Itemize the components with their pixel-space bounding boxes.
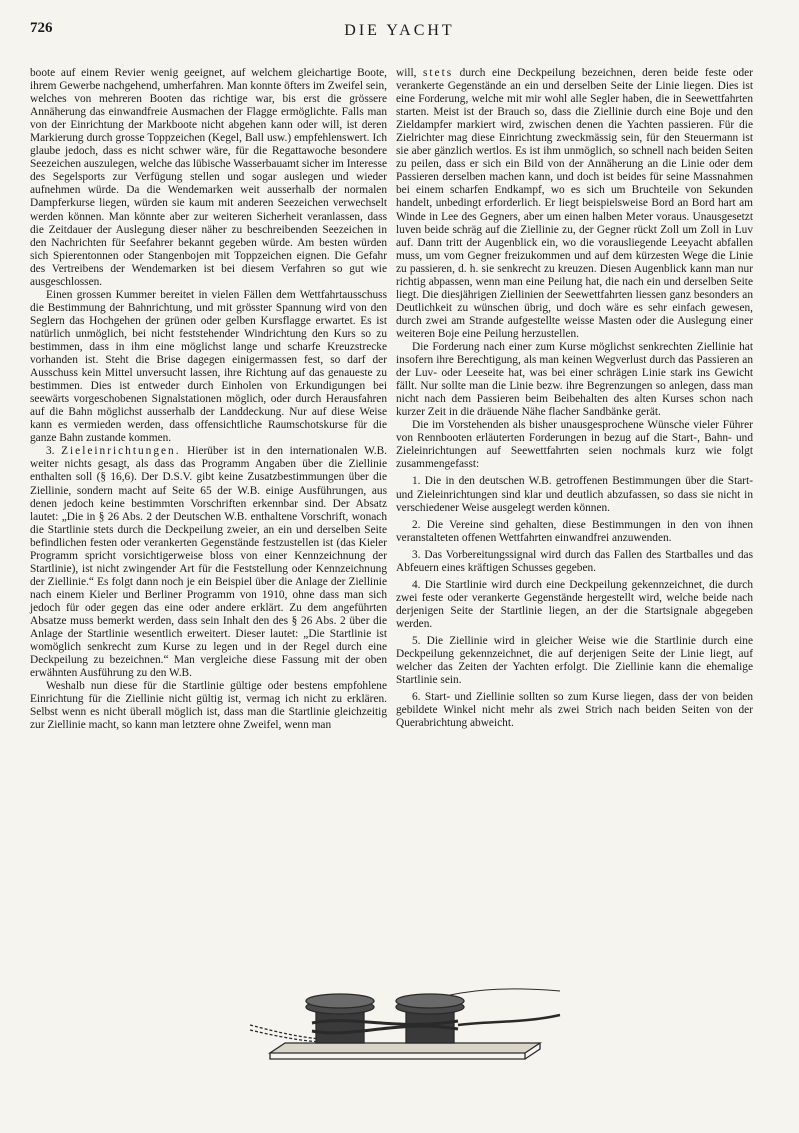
left-column [30,67,387,732]
right-column [396,67,753,730]
emphasis: stets [422,67,454,79]
list-item: 5. Die Ziellinie wird in gleicher Weise wie die Startlinie durch eine Deckpeilung gekennzeichnet, die auf derjenigen Seite der Linie liegt, auf welcher das Zeiten der Yachten erfolgt. Die Ziellinie kann die ehemalige Startlinie sein. [396,634,753,687]
list-item: 6. Start- und Ziellinie sollten so zum Kurse liegen, dass der von beiden gebildete Winkel nicht mehr als zwei Strich nach beiden Seiten von der Querabrichtung abweicht. [396,691,753,730]
bollard-with-rope-icon [240,975,570,1065]
list-item: 3. Das Vorbereitungssignal wird durch das Fallen des Startballes und das Abfeuern eines kräftigen Schusses gegeben. [396,548,753,574]
page-number: 726 [30,20,53,36]
paragraph: Die Forderung nach einer zum Kurse möglichst senkrechten Ziellinie hat insofern ihre Berechtigung, als man keinen Wegverlust durch das Passieren an der Luv- oder Leeseite hat, was bei einer schrägen Linie stark ins Gewicht fällt. Nur sollte man die Linie bezw. ihre Begrenzungen so anlegen, dass man nicht nach dem Passieren beim Beibehalten des alten Kurses schon nach kurzer Zeit in die dräuende Nähe flacher Sandbänke gerät. [396,340,753,419]
paragraph [396,67,753,341]
paragraph: Die im Vorstehenden als bisher unausgesprochene Wünsche vieler Führer von Rennbooten erläuterten Forderungen in bezug auf die Start-, Bahn- und Zieleinrichtungen auf Seewettfahrten seien nochmals kurz wie folgt zusammengefasst: [396,419,753,471]
section-heading: Zieleinrichtungen. [61,445,181,458]
paragraph [30,445,387,680]
list-item: 1. Die in den deutschen W.B. getroffenen Bestimmungen über die Start- und Zieleinrichtungen sind klar und deutlich abzufassen, so dass sie nicht in verschiedener Weise ausgelegt werden können. [396,475,753,514]
section-number: 3. [46,445,55,458]
paragraph-text: Hierüber ist in den internationalen W.B. weiter nichts gesagt, als dass das Programm Angaben über die Ziellinie enthalten soll (§ 16,6). Der D.S.V. gibt keine Zusatzbestimmungen über die Ziellinie, sondern macht auf Seite 65 der W.B. einige Ausführungen, aus denen jedoch keine bestimmten Vorschriften erkennbar sind. Der Absatz lautet: „Die in § 26 Abs. 2 der Deutschen W.B. enthaltene Vorschrift, wonach die Startlinie stets durch die Deckpeilung zweier, an ein und derselben Seite befindlichen festen oder verankerten Gegenstände festzustellen ist (das Kieler Programm spricht vorsichtigerweise bloss von einer Kennzeichnung der Startlinie), ist nicht zwingender Art für die Feststellung oder Kennzeichnung der Ziellinie.“ Es folgt dann noch je ein Beispiel über die Anlage der Ziellinie nach einem Kieler und Berliner Programm von 1910, ohne dass man sich jedoch für oder gegen das eine oder andere erklärt. Zu dem angeführten Absatze muss bemerkt werden, dass sein Inhalt den des § 26 Abs. 2 über die Anlage der Startlinie wesentlich erweitert. Dieser lautet: „Die Startlinie ist womöglich senkrecht zum Kurse zu legen und in der Regel durch eine Deckpeilung zu bezeichnen.“ Man vergleiche diese Fassung mit der oben erwähnten Ausführung zu den W.B. [30,445,387,680]
paragraph-text: durch eine Deckpeilung bezeichnen, deren beide feste oder verankerte Gegenstände an ein und derselben Seite der Linie liegen. Dies ist eine Forderung, welche mit mir wohl alle Segler haben, die in Seewettfahrten starten. Meist ist der Brauch so, dass die Ziellinie durch eine Boje und den Zieldampfer markiert wird, zwischen denen die Yachten passieren. Für die Zielrichter mag diese Einrichtung zweckmässig sein, für den Steuermann ist sie aber gänzlich wertlos. Es ist ihm unmöglich, so schnell nach beiden Seiten zu peilen, dass er sich ein Bild von der Annäherung an die Linie oder dem Passieren derselben machen kann, und doch ist beides für seine Massnahmen bei einem scharfen Endkampf, wo es sich um Bruchteile von Sekunden handelt, unbedingt erforderlich. Er liegt beispielsweise Bord an Bord hart am Winde in Lee des Gegners, aber um einen halben Meter voraus. Unausgesetzt luven beide schräg auf die Ziellinie zu, der Gegner rückt Zoll um Zoll in Luv auf. Dann tritt der Augenblick ein, wo die vorausliegende Leeyacht abfallen muss, um vom Gegner freizukommen und auf dem kürzesten Wege die Linie zu passieren, d. h. sie senkrecht zu kreuzen. Diesen Augenblick kann man nur richtig abpassen, wenn man eine Peilung hat, die nach ein und derselben Seite liegt. Die diesjährigen Ziellinien der Seewettfahrten liessen ganz besonders an Deutlichkeit zu wünschen übrig, und doch wäre es sehr einfach gewesen, durch zwei am Strande aufgestellte weisse Masten oder die Auslegung einer weiteren Boje eine Peilung herzustellen. [396,67,753,340]
paragraph: boote auf einem Revier wenig geeignet, auf welchem gleichartige Boote, ihrem Gewerbe nachgehend, umherfahren. Man konnte öfters im Zweifel sein, welches von mehreren Booten das richtige war, bis erst die grössere Annäherung das einwandfreie Ausmachen der Flagge ermöglichte. Falls man von der Einrichtung der Markboote nicht abgehen kann oder will, ist deren Markierung durch grosse Toppzeichen (Kegel, Ball usw.) empfehlenswert. Ich glaube jedoch, dass es nicht schwer wäre, für die Regattawoche besondere Seezeichen auszulegen, welche das lübische Wasserbauamt sicher im Interesse des Segelsports zur Verfügung stellen und sogar auslegen und wieder aufnehmen würde. Da die Wendemarken weit ausserhalb der normalen Dampferkurse liegen, würden sie kaum mit anderen Seezeichen verwechselt werden können. Man könnte aber zur weiteren Sicherheit veranlassen, dass die Zeitdauer der Auslegung dieser näher zu beschreibenden Seezeichen in den Nachrichten für Seefahrer bekannt gegeben würde. Am besten würden sich Spierentonnen oder Stangenbojen mit Toppzeichen eignen. Die Gefahr des Vertreibens der Wendemarken ist bei diesem Verfahren so gut wie ausgeschlossen. [30,67,388,288]
paragraph: Einen grossen Kummer bereitet in vielen Fällen dem Wettfahrtausschuss die Bestimmung der Bahnrichtung, und mit grösster Spannung wird von den Seglern das Hochgehen der grünen oder gelben Kursflagge erwartet. Es ist natürlich unmöglich, bei nicht feststehender Windrichtung den Kurs so zu bestimmen, dass in ihm eine möglichst lange und scharfe Kreuzstrecke vorhanden ist. Steht die Brise dagegen einigermassen fest, so darf der Ausschuss kein Mittel unversucht lassen, ihre Richtung auf das genaueste zu bestimmen. Dies ist entweder durch Einholen von Erkundigungen bei seewärts vorgeschobenen Signalstationen möglich, oder durch Herausfahren auf die Bahn möglichst ausserhalb der Landdeckung. Nur auf diese Weise kann es vermieden werden, dass offensichtliche Raumschotskurse für die ganze Bahn zustande kommen. [30,288,387,445]
running-title: DIE YACHT [344,22,455,39]
list-item: 4. Die Startlinie wird durch eine Deckpeilung gekennzeichnet, die durch zwei feste oder verankerte Gegenstände hergestellt wird, welche beide nach derjenigen Seite der Startlinie liegen, an der die Startsignale abgegeben werden. [396,578,753,630]
paragraph: Weshalb nun diese für die Startlinie gültige oder bestens empfohlene Einrichtung für die Ziellinie nicht gültig ist, vermag ich nicht zu erklären. Selbst wenn es nicht überall möglich ist, dass man die Startlinie gleichzeitig zur Ziellinie macht, so kann man letztere ohne Zweifel, wenn man [30,680,387,732]
list-item: 2. Die Vereine sind gehalten, diese Bestimmungen in den von ihnen veranstalteten offenen Wettfahrten einwandfrei anzuwenden. [396,518,753,544]
paragraph-text: will, [396,67,417,79]
